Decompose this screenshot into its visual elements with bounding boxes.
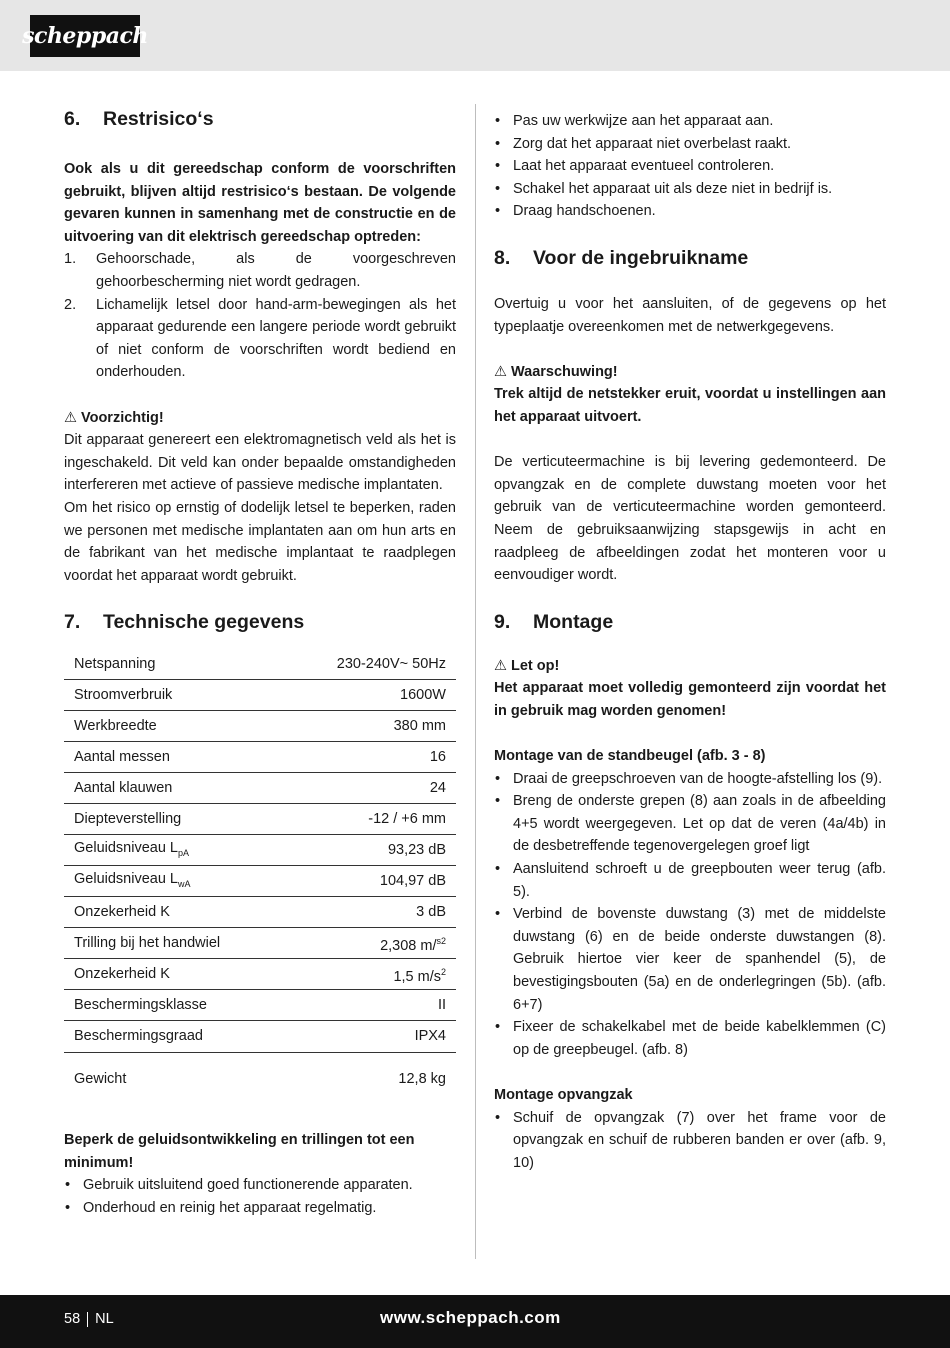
subheading-standbeugel: Montage van de standbeugel (afb. 3 - 8) (494, 748, 766, 765)
warning-triangle-icon: ⚠ (494, 657, 507, 674)
website-link[interactable]: www.scheppach.com (380, 1308, 561, 1327)
list-item: • Onderhoud en reinig het apparaat regelmatig. (64, 1197, 456, 1220)
work-method-list (494, 110, 886, 223)
header-bar (0, 0, 950, 71)
footer-bar (0, 1295, 950, 1348)
table-row: Diepteverstelling -12 / +6 mm (64, 804, 456, 835)
list-item: • Pas uw werkwijze aan het apparaat aan. (494, 110, 886, 133)
list-item: • Breng de onderste grepen (8) aan zoals in de afbeelding 4+5 wordt weergegeven. Let op dat de veren (4a/4b) in de desbetreffende tegenovergelegen groef ligt (494, 790, 886, 858)
subheading-opvangzak: Montage opvangzak (494, 1086, 633, 1103)
section-8-intro: Overtuig u voor het aansluiten, of de gegevens op het typeplaatje overeenkomen met de netwerkgegevens. (494, 295, 886, 335)
list-item: • Aansluitend schroeft u de greepbouten weer terug (afb. 5). (494, 858, 886, 903)
table-row: Beschermingsgraad IPX4 (64, 1021, 456, 1053)
section-7-heading: 7. Technische gegevens (64, 611, 305, 634)
table-row: Onzekerheid K 3 dB (64, 897, 456, 928)
list-item: • Laat het apparaat eventueel controleren. (494, 155, 886, 178)
section-8-text: De verticuteermachine is bij levering gedemonteerd. De opvangzak en de complete duwstang moeten voor het gebruik van de verticuteermachine worden gemonteerd. Neem de gebruiksaanwijzing stapsgewijs in acht en raadpleeg de afbeeldingen zodat het monteren voor u eenvoudiger wordt. (494, 454, 886, 584)
warning-text: Trek altijd de netstekker eruit, voordat u instellingen aan het apparaat uitvoert. (494, 386, 886, 425)
scheppach-logo: scheppach (30, 15, 140, 57)
residual-risk-intro: Ook als u dit gereedschap conform de voorschriften gebruikt, blijven altijd restrisico‘s bestaan. De volgende gevaren kunnen in samenhang met de constructie en de uitvoering van dit elektrisch gereedschap optreden: (64, 161, 456, 245)
section-6-heading: 6. Restrisico‘s (64, 108, 214, 130)
table-row: Werkbreedte 380 mm (64, 711, 456, 742)
right-column (494, 110, 886, 1174)
column-divider (475, 104, 476, 1259)
table-row: Gewicht 12,8 kg (74, 1070, 446, 1087)
note-heading: ⚠ Let op! (494, 655, 886, 678)
list-item: • Draai de greepschroeven van de hoogte-afstelling los (9). (494, 768, 886, 791)
table-row: Netspanning 230-240V~ 50Hz (64, 649, 456, 680)
list-item: • Zorg dat het apparaat niet overbelast raakt. (494, 133, 886, 156)
standbeugel-list (494, 768, 886, 1062)
noise-list (64, 1174, 456, 1219)
caution-text-2: Om het risico op ernstig of dodelijk letsel te beperken, raden we personen met medische implantaten aan om hun arts en de fabrikant van het medische implantaat te raadplegen voordat het apparaat wordt gebruikt. (64, 499, 456, 584)
left-column (64, 104, 456, 1220)
list-item: • Schakel het apparaat uit als deze niet in bedrijf is. (494, 178, 886, 201)
table-row: Geluidsniveau $L_{wA}$ 104,97 dB (64, 866, 456, 897)
table-row: Aantal messen 16 (64, 742, 456, 773)
list-item: • Fixeer de schakelkabel met de beide kabelklemmen (C) op de greepbeugel. (afb. 8) (494, 1016, 886, 1061)
list-item: • Gebruik uitsluitend goed functionerende apparaten. (64, 1174, 456, 1197)
warning-heading: ⚠ Waarschuwing! (494, 361, 886, 384)
list-item: 1. Gehoorschade, als de voorgeschreven gehoorbescherming niet wordt gedragen. (64, 251, 456, 290)
caution-text-1: Dit apparaat genereert een elektromagnetisch veld als het is ingeschakeld. Dit veld kan onder bepaalde omstandigheden interfereren met actieve of passieve medische implantaten. (64, 432, 456, 494)
table-row: Trilling bij het handwiel 2,308 m/$^{s2}$ (64, 928, 456, 959)
table-row: Stroomverbruik 1600W (64, 680, 456, 711)
list-item: • Verbind de bovenste duwstang (3) met de middelste duwstang (6) en de beide onderste duwstangen (8). Gebruik hiertoe vier keer de spanhendel (5), de bevestigingsbouten (5a) en de onderlegringen (5b). (afb. 6+7) (494, 903, 886, 1016)
list-item: 2. Lichamelijk letsel door hand-arm-bewegingen als het apparaat gedurende een langere periode wordt gebruikt of niet conform de voorschriften wordt bediend en onderhouden. (64, 296, 456, 381)
caution-heading: ⚠ Voorzichtig! (64, 407, 456, 430)
section-8-heading: 8. Voor de ingebruikname (494, 246, 749, 269)
table-row: Beschermingsklasse II (64, 990, 456, 1021)
section-9-heading: 9. Montage (494, 610, 614, 633)
table-row: Onzekerheid K 1,5 $m/s^2$ (64, 959, 456, 990)
list-item: • Schuif de opvangzak (7) over het frame voor de opvangzak en schuif de rubberen banden er over (afb. 9, 10) (494, 1107, 886, 1175)
page-number: 58 NL (64, 1311, 114, 1327)
table-row: Aantal klauwen 24 (64, 773, 456, 804)
opvangzak-list (494, 1107, 886, 1175)
note-text: Het apparaat moet volledig gemonteerd zijn voordat het in gebruik mag worden genomen! (494, 680, 886, 719)
warning-triangle-icon: ⚠ (64, 409, 77, 426)
warning-triangle-icon: ⚠ (494, 363, 507, 380)
noise-heading: Beperk de geluidsontwikkeling en trillingen tot een minimum! (64, 1132, 415, 1171)
list-item: • Draag handschoenen. (494, 200, 886, 223)
table-row: Geluidsniveau $L_{pA}$ 93,23 dB (64, 835, 456, 866)
risk-list (64, 248, 456, 384)
spec-table (64, 649, 456, 1099)
